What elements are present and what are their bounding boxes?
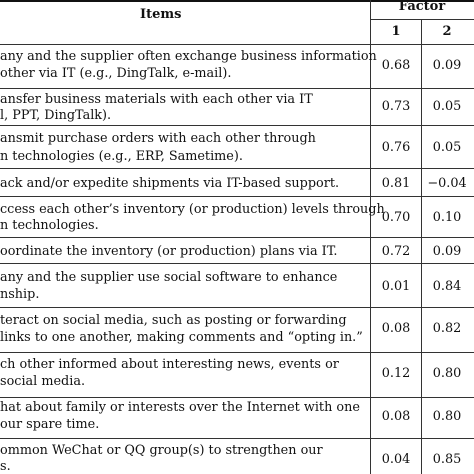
factor-1-value: 0.01 — [381, 279, 411, 294]
item-text-line: ack and/or expedite shipments via IT-based support. — [0, 176, 340, 191]
row-divider — [0, 196, 474, 197]
item-text-line: other via IT (e.g., DingTalk, e-mail). — [0, 66, 232, 81]
factor-1-value: 0.73 — [381, 99, 411, 114]
header-bottom-rule — [0, 44, 474, 45]
factor-2-value: −0.04 — [427, 176, 467, 191]
item-text-line: n technologies. — [0, 218, 99, 233]
row-divider — [0, 168, 474, 169]
item-text-line: n technologies (e.g., ERP, Sametime). — [0, 149, 243, 164]
item-text-line: any and the supplier use social software to enhance — [0, 270, 338, 285]
factor-1-value: 0.12 — [381, 366, 411, 381]
item-text-line: any and the supplier often exchange business information — [0, 49, 377, 64]
factor-1-value: 0.72 — [381, 244, 411, 259]
row-divider — [0, 125, 474, 126]
item-text-line: ansfer business materials with each other via IT — [0, 92, 313, 107]
factor-1-value: 0.81 — [381, 176, 411, 191]
row-divider — [0, 397, 474, 398]
row-divider — [0, 237, 474, 238]
factor-1-header: 1 — [391, 24, 401, 39]
row-divider — [0, 438, 474, 439]
item-text-line: ccess each other’s inventory (or production) levels through — [0, 202, 385, 217]
factor-subheader-rule — [370, 19, 474, 20]
factor-1-value: 0.08 — [381, 321, 411, 336]
row-divider — [0, 307, 474, 308]
factor-1-value: 0.68 — [381, 58, 411, 73]
factor-2-value: 0.80 — [432, 409, 462, 424]
row-divider — [0, 352, 474, 353]
factor-2-value: 0.84 — [432, 279, 462, 294]
item-text-line: oordinate the inventory (or production) plans via IT. — [0, 244, 338, 259]
factor-2-value: 0.80 — [432, 366, 462, 381]
factor-header: Factor — [398, 0, 446, 14]
item-text-line: nship. — [0, 287, 40, 302]
item-text-line: social media. — [0, 374, 86, 389]
item-text-line: l, PPT, DingTalk). — [0, 108, 112, 123]
row-divider — [0, 263, 474, 264]
factor-2-value: 0.10 — [432, 210, 462, 225]
factor-2-value: 0.05 — [432, 140, 462, 155]
item-text-line: teract on social media, such as posting or forwarding — [0, 313, 347, 328]
factor-2-value: 0.09 — [432, 58, 462, 73]
item-text-line: ch other informed about interesting news, events or — [0, 357, 339, 372]
factor-1-value: 0.76 — [381, 140, 411, 155]
factor-1-value: 0.08 — [381, 409, 411, 424]
item-text-line: ommon WeChat or QQ group(s) to strengthen our — [0, 443, 323, 458]
item-text-line: hat about family or interests over the Internet with one — [0, 400, 360, 415]
item-text-line: links to one another, making comments and “opting in.” — [0, 330, 363, 345]
item-text-line: ansmit purchase orders with each other through — [0, 131, 316, 146]
factor-2-value: 0.85 — [432, 452, 462, 467]
factor-1-value: 0.70 — [381, 210, 411, 225]
item-text-line: our spare time. — [0, 417, 100, 432]
factor-2-value: 0.09 — [432, 244, 462, 259]
items-header: Items — [140, 7, 182, 22]
factor-1-value: 0.04 — [381, 452, 411, 467]
factor-2-value: 0.05 — [432, 99, 462, 114]
row-divider — [0, 88, 474, 89]
factor-2-value: 0.82 — [432, 321, 462, 336]
factor-2-header: 2 — [442, 24, 452, 39]
item-text-line: s. — [0, 459, 11, 474]
